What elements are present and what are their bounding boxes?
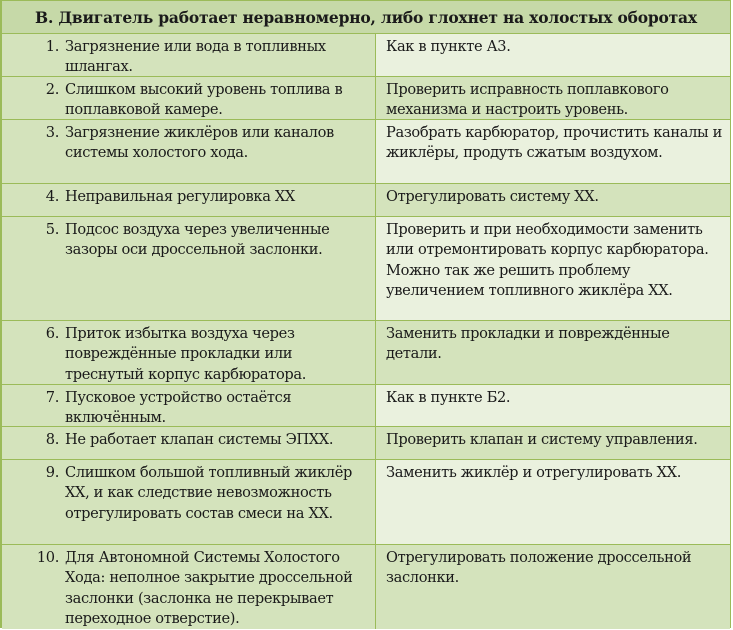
remedy-cell-3: Разобрать карбюратор, прочистить каналы и жиклёры, продуть сжатым воздухом.: [376, 120, 730, 184]
remedy-cell-8: Проверить клапан и систему управления.: [376, 427, 730, 460]
row-number: 10.: [36, 549, 59, 566]
row-number: 7.: [45, 389, 59, 406]
cause-cell-10: [2, 545, 376, 629]
cause-text: Подсос воздуха через увеличенные зазоры оси дроссельной заслонки.: [65, 221, 330, 259]
cause-cell-9: [2, 460, 376, 545]
cause-text: Для Автономной Системы Холостого Хода: неполное закрытие дроссельной заслонки (заслонка не перекрывает переходное отверстие).: [65, 549, 353, 628]
remedy-cell-2: Проверить исправность поплавкового механизма и настроить уровень.: [376, 77, 730, 120]
remedy-cell-6: Заменить прокладки и повреждённые детали.: [376, 321, 730, 385]
cause-cell-3: [2, 120, 376, 184]
row-number: 1.: [45, 38, 59, 55]
cause-text: Слишком большой топливный жиклёр ХХ, и как следствие невозможность отрегулировать состав смеси на ХХ.: [65, 464, 352, 522]
cause-text: Не работает клапан системы ЭПХХ.: [65, 431, 334, 448]
remedy-cell-7: Как в пункте Б2.: [376, 385, 730, 427]
cause-text: Загрязнение жиклёров или каналов системы холостого хода.: [65, 124, 334, 162]
cause-text: Приток избытка воздуха через повреждённые прокладки или треснутый корпус карбюратора.: [65, 325, 307, 383]
remedy-cell-9: Заменить жиклёр и отрегулировать ХХ.: [376, 460, 730, 545]
row-number: 5.: [45, 221, 59, 238]
cause-cell-7: [2, 385, 376, 427]
remedy-cell-5: Проверить и при необходимости заменить или отремонтировать корпус карбюратора. Можно так же решить проблему увеличением топливного жиклёра ХХ.: [376, 217, 730, 321]
row-number: 8.: [45, 431, 59, 448]
cause-cell-6: [2, 321, 376, 385]
cause-text: Загрязнение или вода в топливных шлангах.: [65, 38, 326, 76]
remedy-cell-4: Отрегулировать систему ХХ.: [376, 184, 730, 217]
cause-cell-5: [2, 217, 376, 321]
cause-text: Неправильная регулировка ХХ: [65, 188, 295, 205]
cause-cell-1: [2, 34, 376, 77]
row-number: 4.: [45, 188, 59, 205]
cause-text: Пусковое устройство остаётся включённым.: [65, 389, 292, 427]
row-number: 9.: [45, 464, 59, 481]
row-number: 6.: [45, 325, 59, 342]
table-title: В. Двигатель работает неравномерно, либо глохнет на холостых оборотах: [2, 1, 730, 34]
row-number: 2.: [45, 81, 59, 98]
remedy-cell-1: Как в пункте А3.: [376, 34, 730, 77]
cause-cell-8: [2, 427, 376, 460]
cause-cell-4: [2, 184, 376, 217]
remedy-cell-10: Отрегулировать положение дроссельной заслонки.: [376, 545, 730, 629]
cause-cell-2: [2, 77, 376, 120]
cause-text: Слишком высокий уровень топлива в поплавковой камере.: [65, 81, 343, 119]
row-number: 3.: [45, 124, 59, 141]
